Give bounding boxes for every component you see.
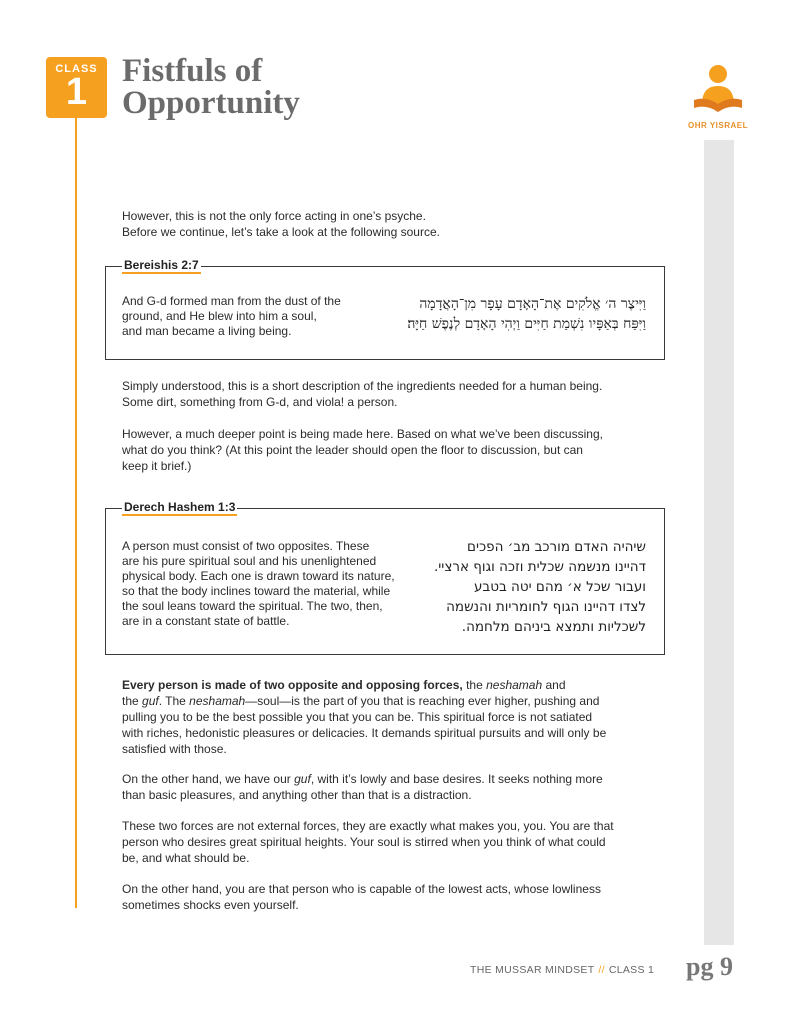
paragraph-line: be, and what should be. <box>122 851 250 865</box>
source-english-line: ground, and He blew into him a soul, <box>122 309 317 323</box>
source-english <box>122 539 395 629</box>
source-english-line: A person must consist of two opposites. These <box>122 539 370 553</box>
source-english-line: so that the body inclines toward the material, while <box>122 584 391 598</box>
class-label: CLASS <box>55 63 98 75</box>
intro-line: Before we continue, let’s take a look at the following source. <box>122 225 440 239</box>
source-hebrew-line: שיהיה האדם מורכב מב׳ הפכים <box>467 539 646 555</box>
page-title <box>122 55 422 119</box>
source-label: Bereishis 2:7 <box>124 258 199 272</box>
source-hebrew-line: וַיִּפַּח בְּאַפָּיו נִשְׁמַת חַיִּים וַיְהִי הָאָדָם לְנֶפֶשׁ חַיָּה׃ <box>407 316 646 332</box>
paragraph-line: pulling you to be the best possible you that you can be. This spiritual force is not satiated <box>122 710 593 724</box>
footer-class: CLASS 1 <box>608 964 655 976</box>
reader-icon <box>692 64 744 114</box>
every-person-paragraph <box>122 677 642 757</box>
paragraph-line: Some dirt, something from G-d, and viola! a person. <box>122 395 398 409</box>
accent-rule <box>75 118 77 908</box>
source-english-line: are in a constant state of battle. <box>122 614 290 628</box>
book-title: THE MUSSAR MINDSET <box>470 964 595 976</box>
paragraph-line: with riches, hedonistic pleasures or delicacies. It demands spiritual pursuits and will only be <box>122 726 607 740</box>
term-neshamah: neshamah <box>189 694 246 708</box>
source-label: Derech Hashem 1:3 <box>124 500 236 514</box>
title-line-1: Fistfuls of <box>122 53 263 89</box>
paragraph-line: sometimes shocks even yourself. <box>122 898 299 912</box>
footer-separator: // <box>598 964 605 976</box>
class-badge <box>46 57 107 118</box>
paragraph-line <box>122 677 642 693</box>
source-box-bereishis <box>105 258 665 360</box>
deeper-paragraph <box>122 426 642 474</box>
other-hand-paragraph <box>122 771 642 803</box>
source-hebrew-line: וַיִּיצֶר ה׳ אֱלֹקִים אֶת־הָאָדָם עָפָר מִן־הָאֲדָמָה <box>419 296 646 312</box>
paragraph-line <box>122 693 642 709</box>
text-run: the <box>462 678 487 692</box>
source-english <box>122 294 341 339</box>
source-box-derech-hashem <box>105 500 665 655</box>
text-run: the <box>122 694 143 708</box>
paragraph-line: Simply understood, this is a short description of the ingredients needed for a human being. <box>122 379 603 393</box>
intro-paragraph <box>122 208 622 240</box>
logo-name: OHR YISRAEL <box>687 121 749 130</box>
source-english-line: And G-d formed man from the dust of the <box>122 294 341 308</box>
source-hebrew-line: לשכליות ותמצא ביניהם מלחמה. <box>461 619 646 635</box>
source-hebrew-line: לצדו דהיינו הגוף לחומריות והנשמה <box>446 599 646 615</box>
paragraph-line: However, a much deeper point is being made here. Based on what we’ve been discussing, <box>122 427 603 441</box>
simply-paragraph <box>122 378 642 410</box>
class-number: 1 <box>65 71 88 113</box>
term-guf: guf <box>294 772 311 786</box>
source-hebrew-line: דהיינו מנשמה שכלית וזכה וגוף ארציי. <box>433 559 646 575</box>
paragraph-line: On the other hand, you are that person who is capable of the lowest acts, whose lowliness <box>122 882 601 896</box>
source-english-line: the soul leans toward the spiritual. The two, then, <box>122 599 383 613</box>
paragraph-line: what do you think? (At this point the leader should open the floor to discussion, but can <box>122 443 583 457</box>
source-hebrew <box>434 537 646 637</box>
paragraph-line: keep it brief.) <box>122 459 192 473</box>
paragraph-line: satisfied with those. <box>122 742 227 756</box>
source-hebrew-line: ועבור שכל א׳ מהם יטה בטבע <box>473 579 646 595</box>
side-bar <box>704 140 734 945</box>
page-number: pg 9 <box>686 952 733 981</box>
paragraph-line: than basic pleasures, and anything other than that is a distraction. <box>122 788 472 802</box>
source-english-line: are his pure spiritual soul and his unenlightened <box>122 554 377 568</box>
paragraph-line: person who desires great spiritual heights. Your soul is stirred when you think of what could <box>122 835 606 849</box>
term-neshamah: neshamah <box>486 678 543 692</box>
text-run: , with it’s lowly and base desires. It seeks nothing more <box>310 772 603 786</box>
ohr-yisrael-logo <box>686 64 750 130</box>
text-run: . The <box>158 694 190 708</box>
intro-line: However, this is not the only force acting in one’s psyche. <box>122 209 426 223</box>
source-english-line: physical body. Each one is drawn toward its nature, <box>122 569 395 583</box>
text-run: On the other hand, we have our <box>122 772 295 786</box>
footer <box>470 964 654 976</box>
source-english-line: and man became a living being. <box>122 324 292 338</box>
source-hebrew <box>407 294 646 334</box>
two-forces-paragraph <box>122 818 642 866</box>
text-run: —soul—is the part of you that is reaching ever higher, pushing and <box>245 694 600 708</box>
title-line-2: Opportunity <box>122 85 300 121</box>
term-guf: guf <box>142 694 159 708</box>
paragraph-line: These two forces are not external forces, they are exactly what makes you, you. You are that <box>122 819 614 833</box>
lowest-acts-paragraph <box>122 881 642 913</box>
paragraph-line <box>122 771 642 787</box>
key-statement: Every person is made of two opposite and opposing forces, <box>122 678 463 692</box>
text-run: and <box>542 678 566 692</box>
